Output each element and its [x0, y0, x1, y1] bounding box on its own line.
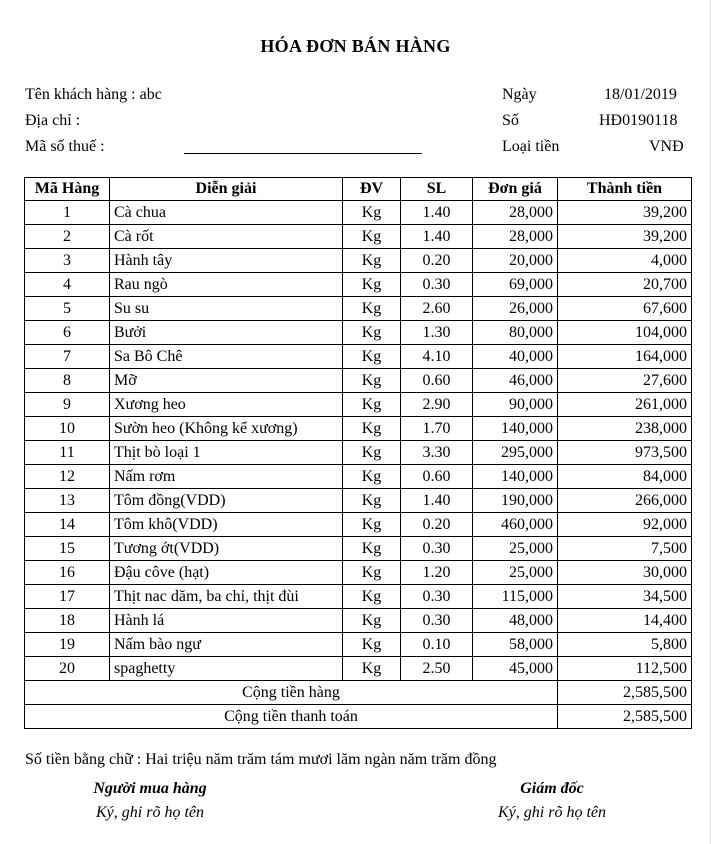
item-unit: Kg — [343, 201, 401, 225]
item-unit: Kg — [343, 489, 401, 513]
item-quantity: 1.40 — [401, 225, 473, 249]
item-unit: Kg — [343, 465, 401, 489]
item-unit: Kg — [343, 297, 401, 321]
item-unit: Kg — [343, 321, 401, 345]
item-description: Nấm bào ngư — [110, 633, 343, 657]
item-quantity: 2.90 — [401, 393, 473, 417]
item-quantity: 0.60 — [401, 465, 473, 489]
table-row — [25, 561, 692, 585]
item-unit-price: 25,000 — [473, 537, 558, 561]
item-unit-price: 28,000 — [473, 201, 558, 225]
item-code: 4 — [25, 273, 110, 297]
subtotal-row — [25, 681, 692, 705]
item-unit-price: 460,000 — [473, 513, 558, 537]
item-amount: 30,000 — [558, 561, 692, 585]
item-amount: 34,500 — [558, 585, 692, 609]
item-unit-price: 46,000 — [473, 369, 558, 393]
item-unit-price: 58,000 — [473, 633, 558, 657]
item-description: Bưởi — [110, 321, 343, 345]
item-quantity: 1.20 — [401, 561, 473, 585]
col-header-description: Diễn giải — [110, 178, 343, 201]
col-header-amount: Thành tiền — [558, 178, 692, 201]
item-description: Sườn heo (Không kể xương) — [110, 417, 343, 441]
item-description: Tôm đồng(VDD) — [110, 489, 343, 513]
item-description: Đậu côve (hạt) — [110, 561, 343, 585]
item-unit-price: 25,000 — [473, 561, 558, 585]
table-row — [25, 513, 692, 537]
item-quantity: 4.10 — [401, 345, 473, 369]
col-header-unit: ĐV — [343, 178, 401, 201]
currency-value: VNĐ — [649, 138, 684, 155]
item-unit: Kg — [343, 249, 401, 273]
item-unit-price: 140,000 — [473, 465, 558, 489]
director-title: Giám đốc — [520, 780, 584, 797]
item-amount: 164,000 — [558, 345, 692, 369]
col-header-code: Mã Hàng — [25, 178, 110, 201]
table-row — [25, 225, 692, 249]
item-unit: Kg — [343, 345, 401, 369]
total-row — [25, 705, 692, 729]
item-quantity: 1.70 — [401, 417, 473, 441]
item-amount: 266,000 — [558, 489, 692, 513]
item-quantity: 3.30 — [401, 441, 473, 465]
item-unit-price: 90,000 — [473, 393, 558, 417]
item-description: Rau ngò — [110, 273, 343, 297]
item-amount: 14,400 — [558, 609, 692, 633]
item-amount: 27,600 — [558, 369, 692, 393]
item-code: 14 — [25, 513, 110, 537]
amount-in-words: Số tiền bằng chữ : Hai triệu năm trăm tám mươi lăm ngàn năm trăm đồng — [25, 751, 497, 768]
items-table — [24, 177, 692, 729]
subtotal-label: Cộng tiền hàng — [25, 681, 558, 705]
item-description: Sa Bô Chê — [110, 345, 343, 369]
item-code: 7 — [25, 345, 110, 369]
item-amount: 104,000 — [558, 321, 692, 345]
date-label: Ngày — [502, 86, 537, 103]
col-header-unit-price: Đơn giá — [473, 178, 558, 201]
item-amount: 20,700 — [558, 273, 692, 297]
date-value: 18/01/2019 — [604, 86, 677, 103]
item-quantity: 0.30 — [401, 273, 473, 297]
table-row — [25, 393, 692, 417]
item-amount: 39,200 — [558, 225, 692, 249]
item-amount: 5,800 — [558, 633, 692, 657]
item-description: Tôm khô(VDD) — [110, 513, 343, 537]
item-code: 17 — [25, 585, 110, 609]
item-unit: Kg — [343, 633, 401, 657]
item-quantity: 1.40 — [401, 201, 473, 225]
item-unit-price: 48,000 — [473, 609, 558, 633]
item-code: 20 — [25, 657, 110, 681]
item-unit-price: 140,000 — [473, 417, 558, 441]
item-quantity: 0.20 — [401, 249, 473, 273]
item-amount: 261,000 — [558, 393, 692, 417]
item-amount: 67,600 — [558, 297, 692, 321]
table-row — [25, 369, 692, 393]
item-unit-price: 26,000 — [473, 297, 558, 321]
item-code: 16 — [25, 561, 110, 585]
table-row — [25, 201, 692, 225]
item-unit: Kg — [343, 273, 401, 297]
item-quantity: 2.60 — [401, 297, 473, 321]
item-quantity: 0.30 — [401, 609, 473, 633]
item-code: 19 — [25, 633, 110, 657]
item-amount: 92,000 — [558, 513, 692, 537]
item-unit-price: 190,000 — [473, 489, 558, 513]
item-code: 9 — [25, 393, 110, 417]
item-description: spaghetty — [110, 657, 343, 681]
item-unit-price: 69,000 — [473, 273, 558, 297]
table-row — [25, 321, 692, 345]
item-unit-price: 40,000 — [473, 345, 558, 369]
item-code: 6 — [25, 321, 110, 345]
item-unit-price: 45,000 — [473, 657, 558, 681]
item-code: 1 — [25, 201, 110, 225]
item-unit-price: 115,000 — [473, 585, 558, 609]
director-note: Ký, ghi rõ họ tên — [498, 804, 606, 821]
item-unit: Kg — [343, 393, 401, 417]
item-code: 3 — [25, 249, 110, 273]
item-description: Hành tây — [110, 249, 343, 273]
item-amount: 7,500 — [558, 537, 692, 561]
item-quantity: 0.30 — [401, 537, 473, 561]
item-code: 8 — [25, 369, 110, 393]
item-code: 18 — [25, 609, 110, 633]
total-label: Cộng tiền thanh toán — [25, 705, 558, 729]
table-row — [25, 585, 692, 609]
item-unit: Kg — [343, 225, 401, 249]
item-amount: 84,000 — [558, 465, 692, 489]
item-unit: Kg — [343, 441, 401, 465]
customer-name: Tên khách hàng : abc — [25, 86, 162, 103]
item-quantity: 0.20 — [401, 513, 473, 537]
item-unit: Kg — [343, 657, 401, 681]
item-unit: Kg — [343, 537, 401, 561]
item-quantity: 2.50 — [401, 657, 473, 681]
item-description: Cà rốt — [110, 225, 343, 249]
item-code: 2 — [25, 225, 110, 249]
item-description: Hành lá — [110, 609, 343, 633]
item-description: Tương ớt(VDD) — [110, 537, 343, 561]
item-unit-price: 28,000 — [473, 225, 558, 249]
item-amount: 238,000 — [558, 417, 692, 441]
item-code: 12 — [25, 465, 110, 489]
table-row — [25, 465, 692, 489]
total-value: 2,585,500 — [558, 705, 692, 729]
item-unit-price: 80,000 — [473, 321, 558, 345]
tax-code-label: Mã số thuế : — [25, 138, 105, 155]
item-code: 5 — [25, 297, 110, 321]
item-quantity: 1.40 — [401, 489, 473, 513]
tax-code-line — [184, 153, 422, 154]
table-row — [25, 633, 692, 657]
item-unit: Kg — [343, 369, 401, 393]
item-unit-price: 20,000 — [473, 249, 558, 273]
item-quantity: 0.30 — [401, 585, 473, 609]
table-row — [25, 489, 692, 513]
table-row — [25, 657, 692, 681]
item-description: Mỡ — [110, 369, 343, 393]
table-row — [25, 297, 692, 321]
item-quantity: 1.30 — [401, 321, 473, 345]
item-unit: Kg — [343, 417, 401, 441]
item-description: Thịt bò loại 1 — [110, 441, 343, 465]
item-amount: 4,000 — [558, 249, 692, 273]
table-header-row — [25, 178, 692, 201]
table-row — [25, 537, 692, 561]
table-row — [25, 441, 692, 465]
item-unit: Kg — [343, 513, 401, 537]
item-unit: Kg — [343, 585, 401, 609]
item-amount: 112,500 — [558, 657, 692, 681]
currency-label: Loại tiền — [502, 138, 560, 155]
table-row — [25, 417, 692, 441]
item-quantity: 0.10 — [401, 633, 473, 657]
item-code: 15 — [25, 537, 110, 561]
item-description: Su su — [110, 297, 343, 321]
buyer-note: Ký, ghi rõ họ tên — [96, 804, 204, 821]
item-amount: 973,500 — [558, 441, 692, 465]
item-description: Cà chua — [110, 201, 343, 225]
item-description: Xương heo — [110, 393, 343, 417]
item-description: Thịt nac dăm, ba chỉ, thịt đùi — [110, 585, 343, 609]
item-code: 11 — [25, 441, 110, 465]
table-row — [25, 345, 692, 369]
item-unit: Kg — [343, 609, 401, 633]
item-quantity: 0.60 — [401, 369, 473, 393]
item-unit-price: 295,000 — [473, 441, 558, 465]
item-code: 13 — [25, 489, 110, 513]
col-header-quantity: SL — [401, 178, 473, 201]
item-code: 10 — [25, 417, 110, 441]
table-row — [25, 609, 692, 633]
item-amount: 39,200 — [558, 201, 692, 225]
address-label: Địa chỉ : — [25, 112, 81, 129]
table-row — [25, 249, 692, 273]
buyer-title: Người mua hàng — [93, 780, 207, 797]
invoice-number-label: Số — [502, 112, 519, 129]
table-row — [25, 273, 692, 297]
item-description: Nấm rơm — [110, 465, 343, 489]
invoice-number-value: HĐ0190118 — [599, 112, 678, 129]
subtotal-value: 2,585,500 — [558, 681, 692, 705]
item-unit: Kg — [343, 561, 401, 585]
invoice-title: HÓA ĐƠN BÁN HÀNG — [260, 36, 451, 56]
